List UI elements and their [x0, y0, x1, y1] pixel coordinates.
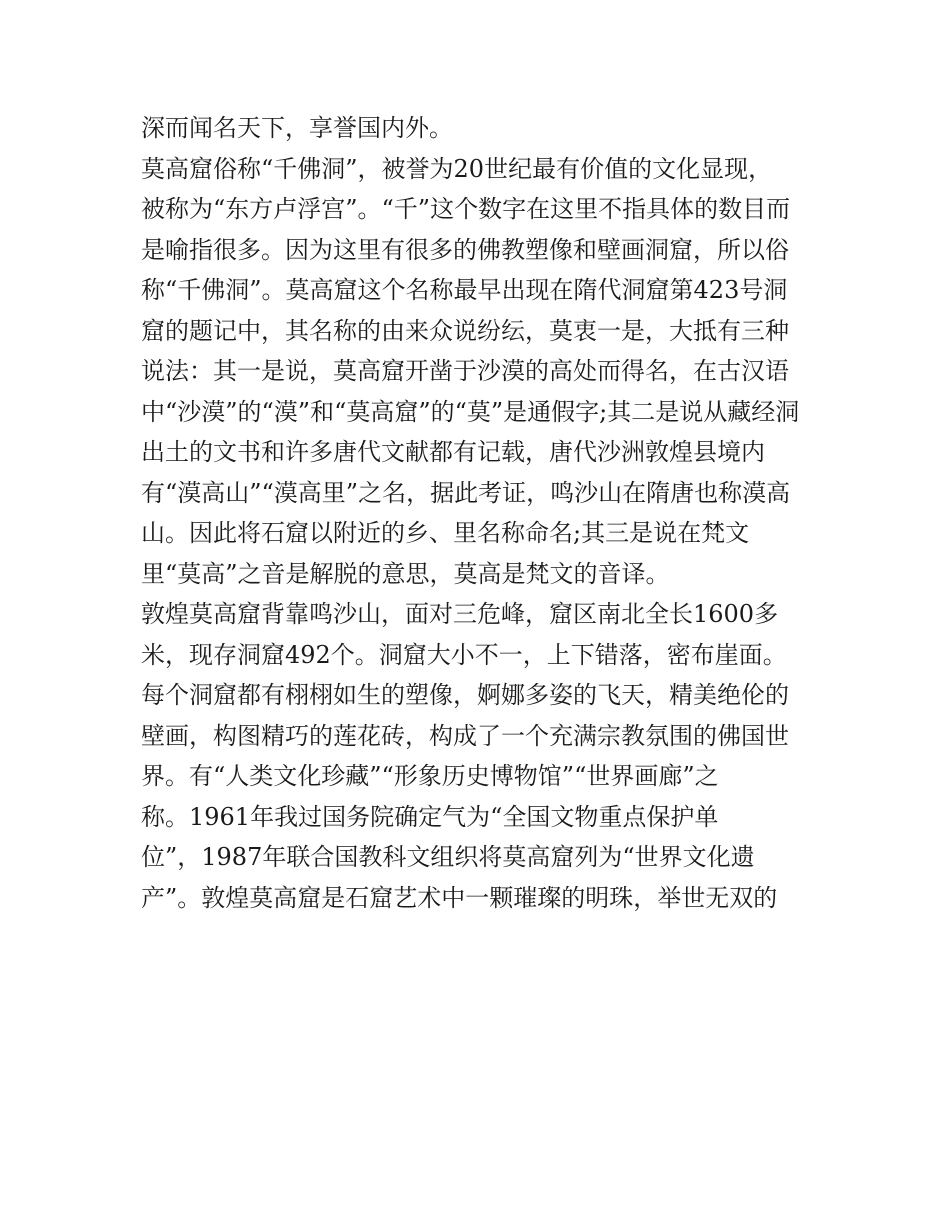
text-line: 被称为“东方卢浮宫”。“千”这个数字在这里不指具体的数目而 — [141, 195, 791, 223]
text-line: 窟的题记中，其名称的由来众说纷纭，莫衷一是，大抵有三种 — [141, 316, 789, 345]
text-line: 产”。敦煌莫高窟是石窟艺术中一颗璀璨的明珠，举世无双的 — [141, 883, 778, 912]
text-line: 说法：其一是说，莫高窟开凿于沙漠的高处而得名，在古汉语 — [141, 357, 789, 385]
text-line: 深而闻名天下，享誉国内外。 — [141, 114, 453, 142]
text-line: 每个洞窟都有栩栩如生的塑像，婀娜多姿的飞天，精美绝伦的 — [141, 681, 789, 709]
text-line: 称“千佛洞”。莫高窟这个名称最早出现在隋代洞窟第423号洞 — [141, 276, 788, 304]
text-line: 莫高窟俗称“千佛洞”，被誉为20世纪最有价值的文化显现， — [141, 154, 773, 183]
text-line: 山。因此将石窟以附近的乡、里名称命名;其三是说在梵文 — [141, 519, 750, 547]
text-line: 是喻指很多。因为这里有很多的佛教塑像和壁画洞窟，所以俗 — [141, 235, 789, 264]
text-line: 米，现存洞窟492个。洞窟大小不一，上下错落，密布崖面。 — [141, 640, 787, 669]
text-line: 位”，1987年联合国教科文组织将莫高窟列为“世界文化遗 — [141, 843, 755, 871]
text-line: 敦煌莫高窟背靠鸣沙山，面对三危峰，窟区南北全长1600多 — [141, 600, 779, 628]
text-line: 中“沙漠”的“漠”和“莫高窟”的“莫”是通假字;其二是说从藏经洞 — [141, 397, 800, 426]
body-text — [141, 108, 821, 918]
text-line: 壁画，构图精巧的莲花砖，构成了一个充满宗教氛围的佛国世 — [141, 721, 789, 750]
text-line: 里“莫高”之音是解脱的意思，莫高是梵文的音译。 — [141, 559, 670, 588]
text-line: 出土的文书和许多唐代文献都有记载，唐代沙洲敦煌县境内 — [141, 438, 765, 466]
text-line: 有“漠高山”“漠高里”之名，据此考证，鸣沙山在隋唐也称漠高 — [141, 478, 791, 507]
text-line: 界。有“人类文化珍藏”“形象历史博物馆”“世界画廊”之 — [141, 762, 719, 790]
text-line: 称。1961年我过国务院确定气为“全国文物重点保护单 — [141, 802, 719, 831]
